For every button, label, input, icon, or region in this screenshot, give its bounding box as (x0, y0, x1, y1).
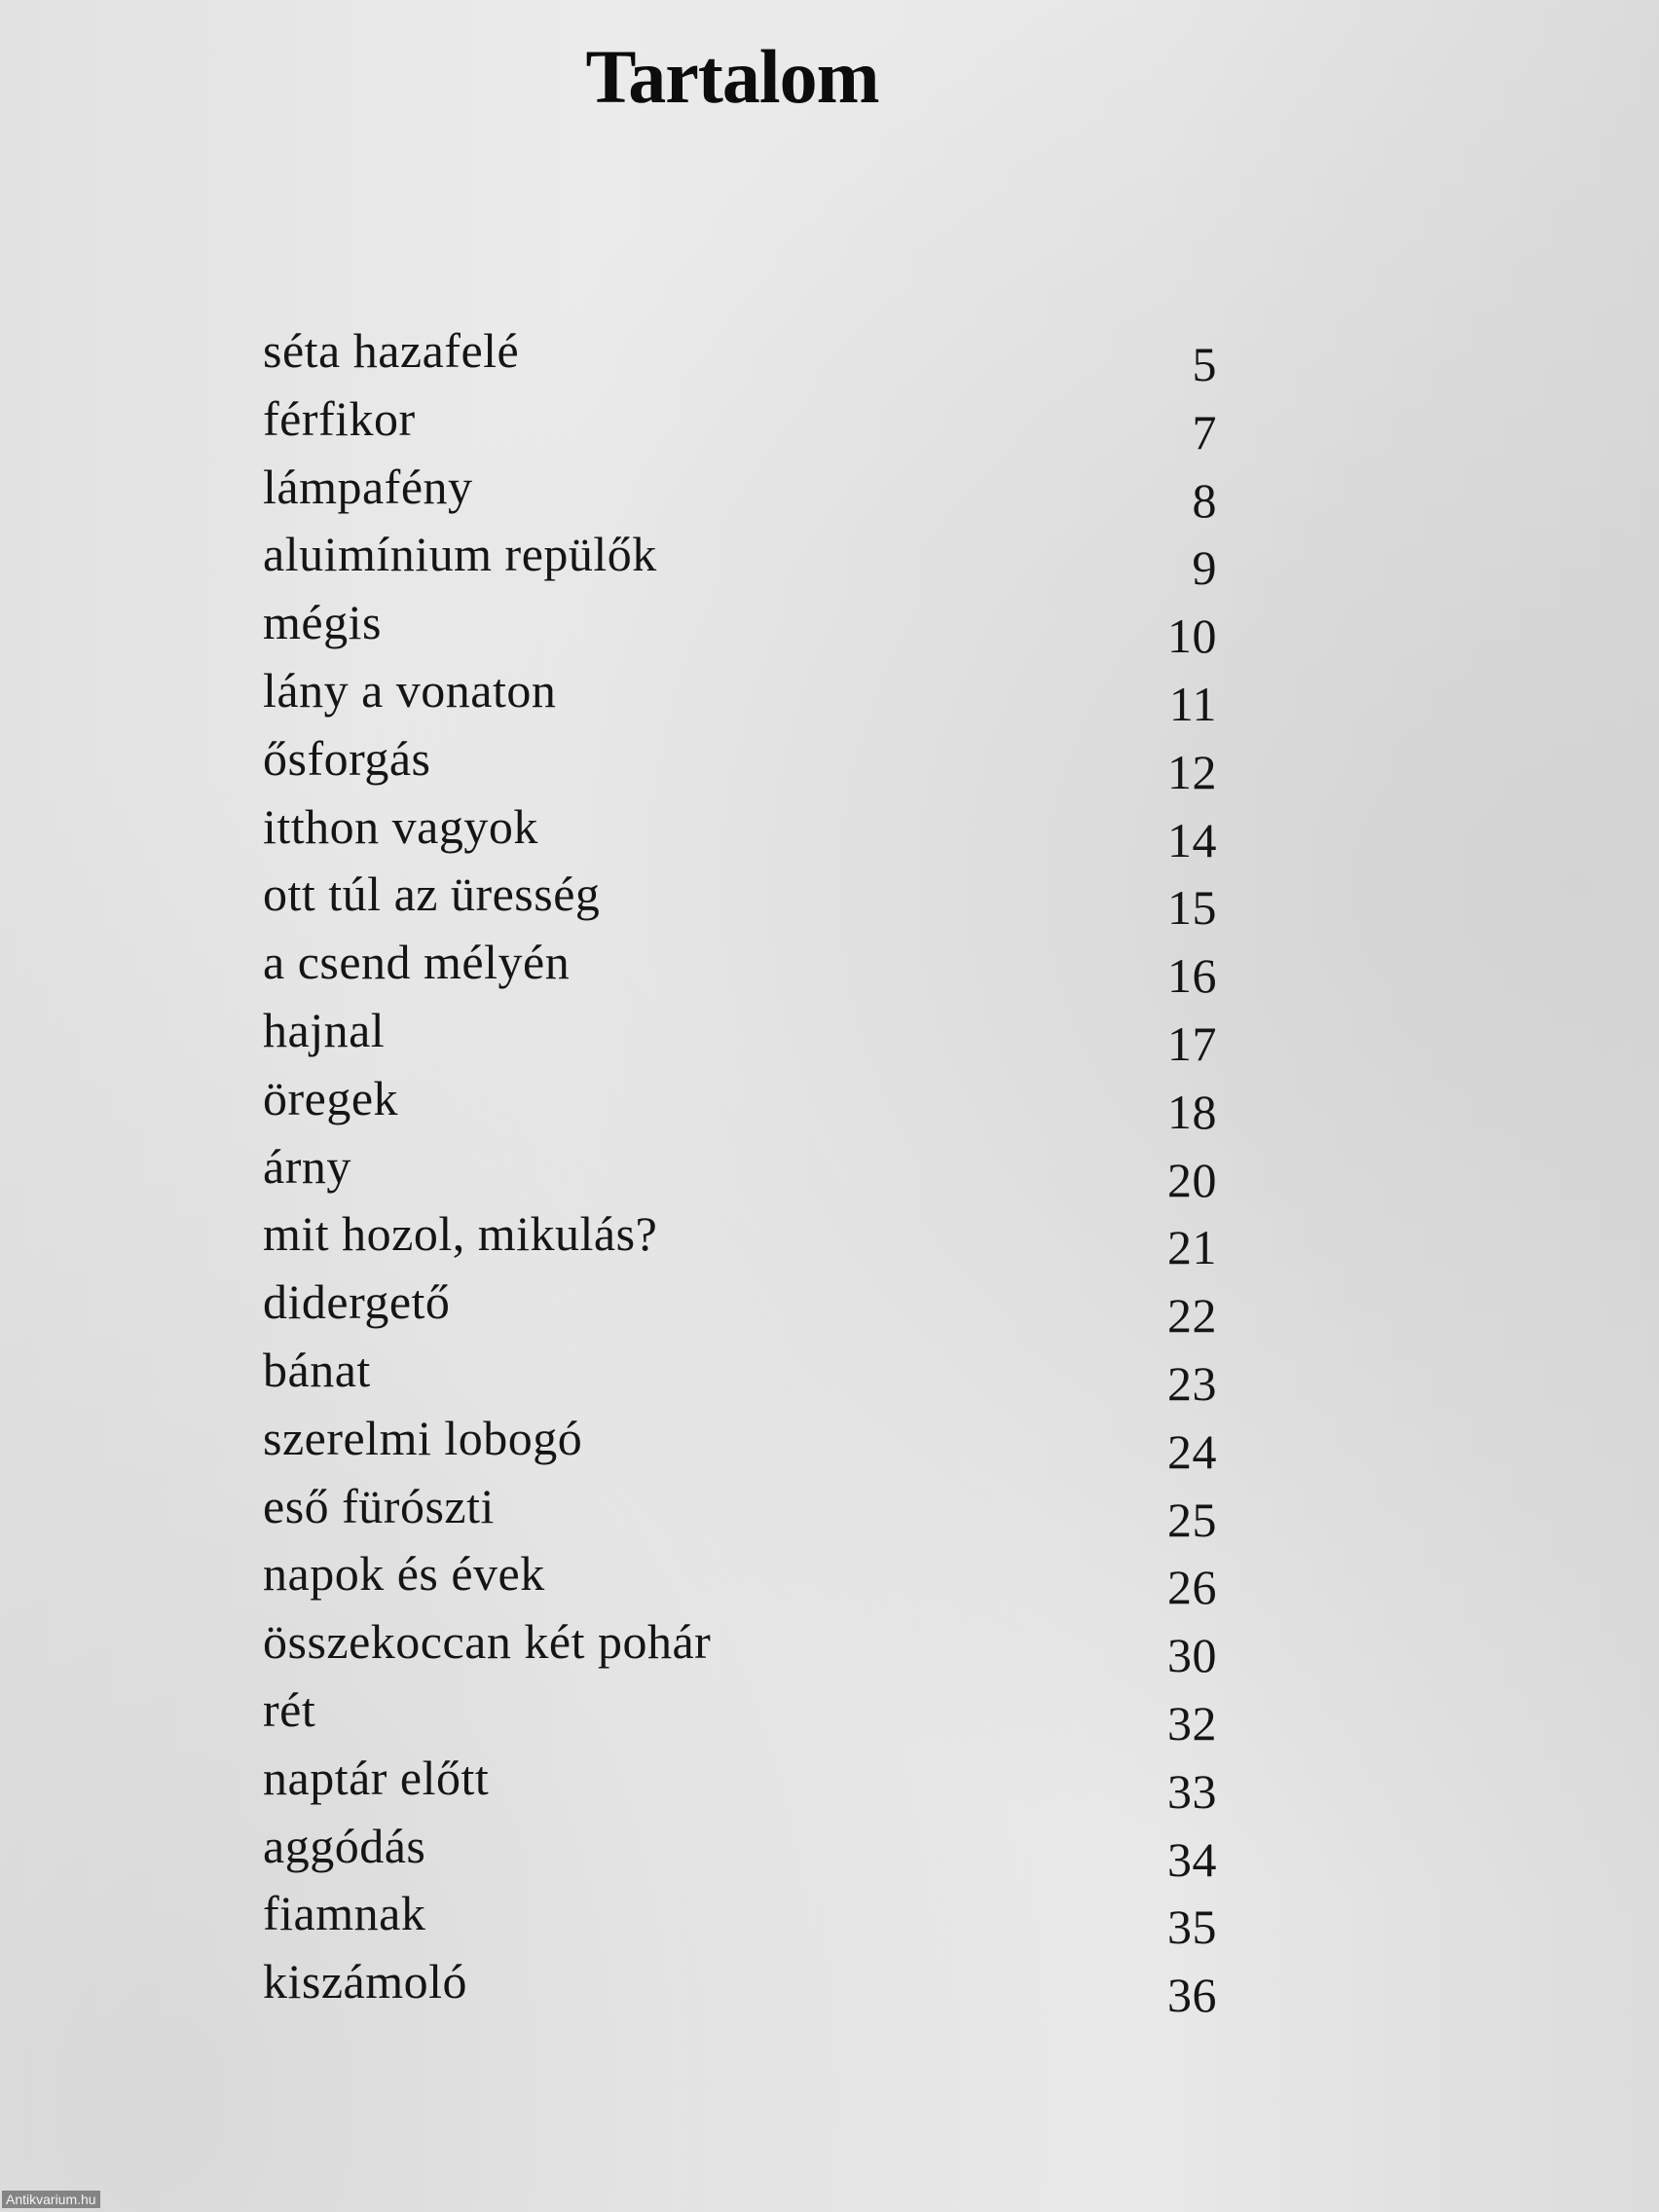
toc-entry (263, 1608, 1217, 1683)
toc-entry-title: aluimínium repülők (263, 527, 657, 582)
toc-entry-title: rét (263, 1681, 316, 1737)
toc-entry-title: itthon vagyok (263, 798, 538, 854)
toc-entry-page-number: 26 (1167, 1560, 1217, 1615)
watermark: Antikvarium.hu (2, 2191, 100, 2208)
toc-entry-page-number: 9 (1192, 540, 1217, 596)
toc-entry-title: árny (263, 1138, 351, 1194)
toc-entry-title: a csend mélyén (263, 935, 571, 990)
toc-entry (263, 1677, 1217, 1751)
toc-entry (263, 997, 1217, 1071)
toc-entry-title: ősforgás (263, 730, 431, 786)
toc-entry (263, 1745, 1217, 1819)
toc-entry (263, 1337, 1217, 1411)
table-of-contents (263, 317, 1217, 2023)
toc-entry (263, 1269, 1217, 1344)
toc-entry-title: összekoccan két pohár (263, 1614, 712, 1670)
toc-entry-title: lány a vonaton (263, 662, 557, 718)
toc-entry-page-number: 32 (1167, 1695, 1217, 1751)
toc-entry-page-number: 5 (1192, 337, 1217, 391)
toc-entry-page-number: 12 (1167, 744, 1217, 799)
toc-entry (263, 1880, 1217, 1955)
toc-entry (263, 1473, 1217, 1547)
toc-entry (263, 725, 1217, 799)
toc-entry-page-number: 10 (1167, 608, 1217, 664)
toc-entry-title: séta hazafelé (263, 323, 520, 378)
toc-entry (263, 386, 1217, 460)
toc-entry-title: ott túl az üresség (263, 866, 601, 922)
toc-entry-page-number: 33 (1167, 1763, 1217, 1819)
toc-entry-page-number: 20 (1167, 1152, 1217, 1207)
toc-entry-title: fiamnak (263, 1886, 426, 1941)
toc-entry (263, 1405, 1217, 1479)
toc-entry-page-number: 17 (1167, 1015, 1217, 1071)
toc-entry-page-number: 23 (1167, 1355, 1217, 1411)
toc-entry (263, 929, 1217, 1004)
toc-entry-page-number: 30 (1167, 1628, 1217, 1683)
toc-entry (263, 454, 1217, 528)
toc-entry (263, 1813, 1217, 1887)
toc-entry (263, 1200, 1217, 1275)
toc-entry-title: bánat (263, 1342, 371, 1397)
toc-entry-title: mégis (263, 595, 382, 650)
toc-entry (263, 1540, 1217, 1615)
toc-entry-title: didergető (263, 1274, 451, 1330)
toc-entry-title: mit hozol, mikulás? (263, 1206, 658, 1262)
toc-entry-page-number: 8 (1192, 472, 1217, 528)
toc-entry-title: hajnal (263, 1002, 386, 1057)
toc-entry (263, 1948, 1217, 2023)
toc-entry-page-number: 22 (1167, 1288, 1217, 1344)
toc-entry-page-number: 24 (1167, 1423, 1217, 1479)
toc-entry-page-number: 36 (1167, 1968, 1217, 2023)
toc-entry-page-number: 25 (1167, 1492, 1217, 1547)
toc-entry-page-number: 18 (1167, 1084, 1217, 1139)
toc-entry-page-number: 11 (1168, 676, 1217, 731)
toc-entry-title: naptár előtt (263, 1750, 490, 1805)
toc-entry-page-number: 16 (1167, 948, 1217, 1004)
toc-entry-title: férfikor (263, 390, 416, 446)
toc-entry-page-number: 15 (1167, 880, 1217, 936)
toc-entry-title: lámpafény (263, 459, 473, 514)
toc-entry-page-number: 34 (1167, 1831, 1217, 1887)
toc-entry (263, 521, 1217, 596)
toc-entry (263, 589, 1217, 664)
toc-entry-title: szerelmi lobogó (263, 1410, 583, 1465)
toc-entry-page-number: 14 (1167, 812, 1217, 867)
toc-entry-title: kiszámoló (263, 1954, 468, 2009)
toc-entry (263, 1133, 1217, 1207)
toc-entry-page-number: 35 (1167, 1899, 1217, 1955)
toc-entry (263, 657, 1217, 731)
toc-entry-title: napok és évek (263, 1546, 545, 1602)
toc-entry (263, 793, 1217, 867)
toc-entry (263, 1065, 1217, 1139)
toc-entry-page-number: 7 (1192, 404, 1217, 460)
toc-entry-title: aggódás (263, 1818, 426, 1873)
toc-entry-page-number: 21 (1167, 1220, 1217, 1275)
toc-entry (263, 317, 1217, 391)
toc-entry-title: öregek (263, 1070, 399, 1125)
page-title: Tartalom (585, 34, 879, 119)
toc-entry-title: eső fürószti (263, 1478, 495, 1533)
toc-entry (263, 861, 1217, 936)
